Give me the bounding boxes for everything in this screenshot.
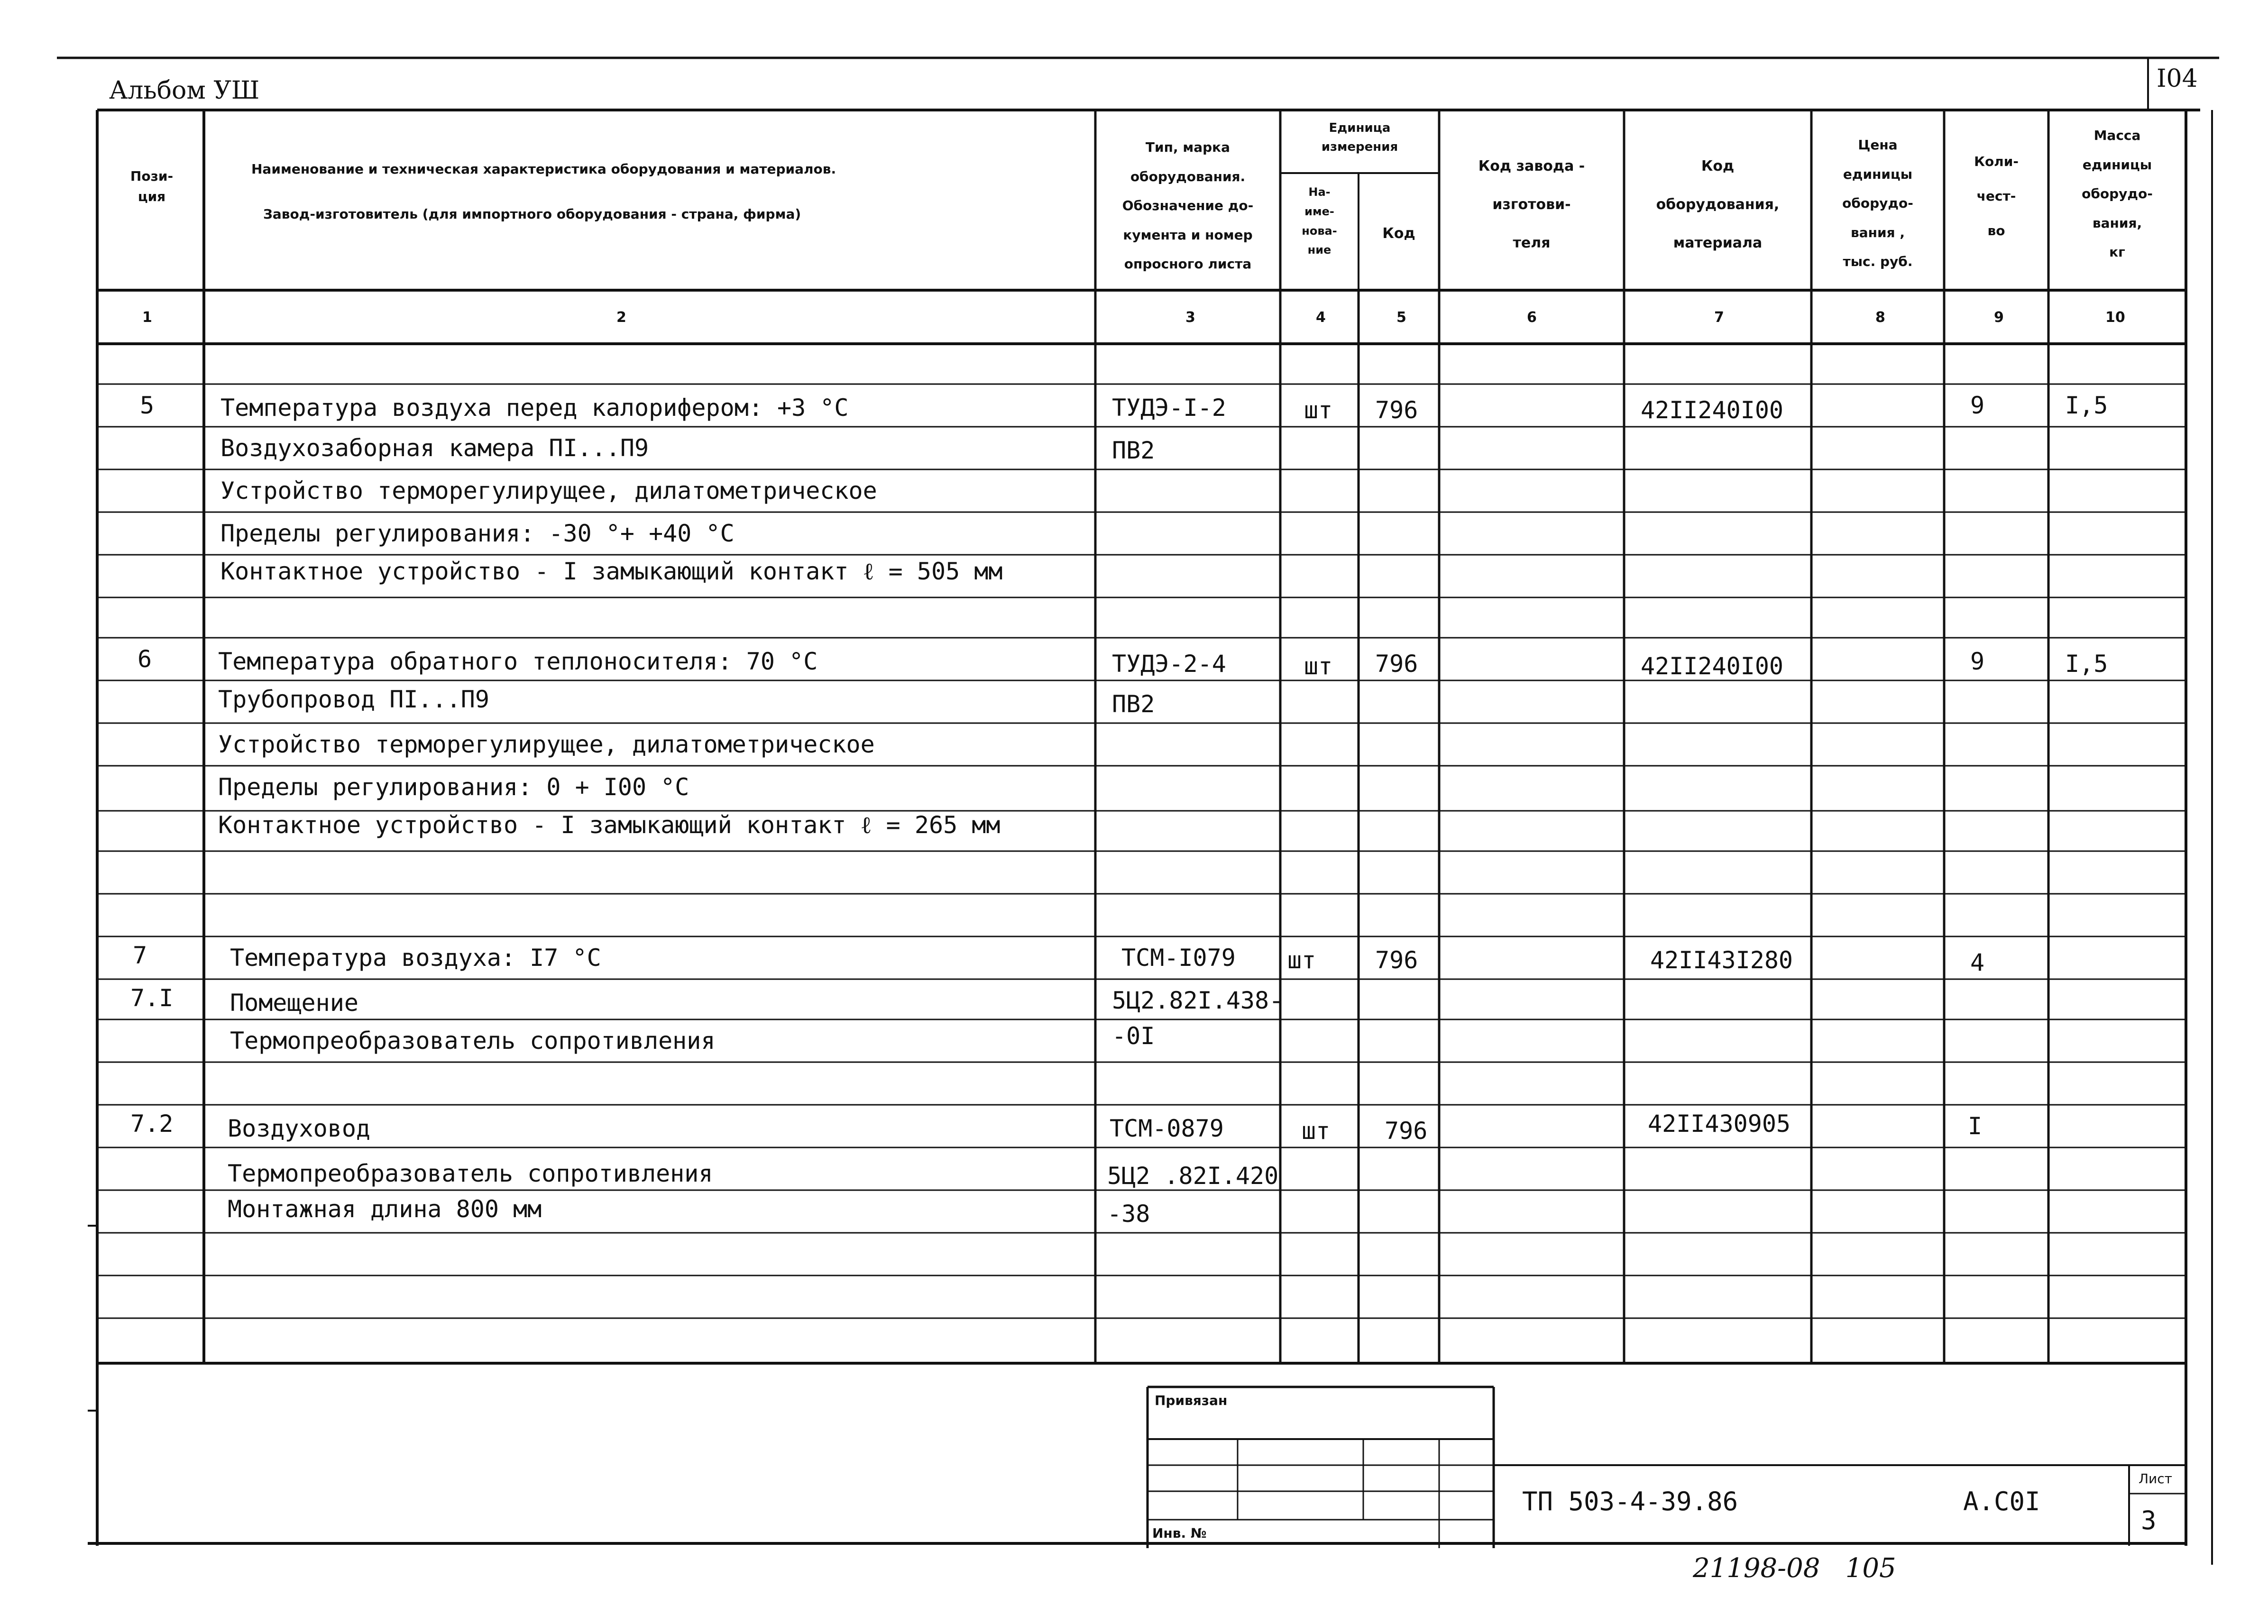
row-quantity: 9 <box>1970 648 1985 675</box>
header-name-line2: Завод-изготовитель (для импортного оборудования - страна, фирма) <box>263 206 801 222</box>
stamp-bound-label: Привязан <box>1155 1393 1228 1408</box>
col-number-8: 8 <box>1875 309 1885 326</box>
row-name: Температура воздуха: I7 °C <box>230 944 601 972</box>
sheet-label: Лист <box>2139 1471 2172 1486</box>
row-equipment-code: 42II43I280 <box>1650 946 1793 974</box>
row-type: ПВ2 <box>1112 690 1155 718</box>
header-quantity: Коли- чест- во <box>1974 154 2019 239</box>
row-name: Пределы регулирования: -30 °+ +40 °C <box>220 520 735 547</box>
row-type: -38 <box>1107 1200 1150 1228</box>
row-unit: шт <box>1287 946 1316 974</box>
row-type: 5Ц2.82I.438- <box>1112 987 1284 1014</box>
row-unit: шт <box>1304 652 1333 680</box>
row-position: 7 <box>133 942 147 969</box>
col-number-9: 9 <box>1994 309 2004 326</box>
header-unit-price: Цена единицы оборудо- вания , тыс. руб. <box>1842 137 1913 270</box>
row-quantity: I <box>1968 1112 1983 1140</box>
sheet-number: 3 <box>2141 1505 2157 1535</box>
row-position: 6 <box>138 645 152 673</box>
header-unit-group: Единица измерения <box>1321 121 1398 155</box>
row-type: ТУДЭ-I-2 <box>1112 394 1226 422</box>
row-type: -0I <box>1112 1022 1155 1050</box>
row-type: 5Ц2 .82I.420 <box>1107 1162 1279 1190</box>
row-name: Пределы регулирования: 0 + I00 °C <box>218 773 689 801</box>
row-name: Устройство терморегулирущее, дилатометрическое <box>220 477 877 505</box>
row-name: Воздуховод <box>228 1115 371 1142</box>
row-unit-code: 796 <box>1375 650 1418 678</box>
row-unit: шт <box>1302 1117 1331 1145</box>
header-position: Пози- ция <box>130 168 174 205</box>
row-name: Термопреобразователь сопротивления <box>230 1027 716 1055</box>
header-equipment-code: Код оборудования, материала <box>1656 158 1780 251</box>
row-equipment-code: 42II240I00 <box>1641 396 1784 424</box>
row-type: ТСМ-I079 <box>1121 944 1236 972</box>
row-name: Контактное устройство - I замыкающий контакт ℓ = 265 мм <box>218 811 1001 839</box>
row-position: 7.2 <box>130 1110 174 1138</box>
row-name: Воздухозаборная камера ПI...П9 <box>220 434 649 462</box>
row-unit-code: 796 <box>1375 946 1418 974</box>
col-number-1: 1 <box>142 309 152 326</box>
row-position: 7.I <box>130 984 174 1012</box>
row-name: Температура обратного теплоносителя: 70 °C <box>218 648 818 675</box>
col-number-2: 2 <box>616 309 626 326</box>
row-name: Температура воздуха перед калорифером: +3 °C <box>220 394 849 422</box>
row-quantity: 4 <box>1970 949 1985 976</box>
row-name: Устройство терморегулирущее, дилатометрическое <box>218 731 875 758</box>
col-number-6: 6 <box>1527 309 1537 326</box>
row-position: 5 <box>140 392 155 419</box>
header-unit-code: Код <box>1382 225 1415 242</box>
header-unit-name: На- име- нова- ние <box>1302 185 1337 257</box>
handwritten-note: 21198-08 105 <box>1693 1553 1896 1584</box>
row-type: ТУДЭ-2-4 <box>1112 650 1226 678</box>
header-unit-mass: Масса единицы оборудо- вания, кг <box>2082 128 2153 260</box>
page-number: I04 <box>2157 64 2198 93</box>
sheet-code: А.С0I <box>1963 1486 2040 1516</box>
row-unit: шт <box>1304 396 1333 424</box>
col-number-4: 4 <box>1316 309 1326 326</box>
row-equipment-code: 42II240I00 <box>1641 652 1784 680</box>
row-name: Контактное устройство - I замыкающий контакт ℓ = 505 мм <box>220 558 1003 585</box>
row-name: Трубопровод ПI...П9 <box>218 686 489 713</box>
header-name-line1: Наименование и техническая характеристика оборудования и материалов. <box>251 161 836 177</box>
header-factory-code: Код завода - изготови- теля <box>1478 158 1585 251</box>
row-type: ПВ2 <box>1112 437 1155 464</box>
row-unit-code: 796 <box>1375 396 1418 424</box>
row-name: Термопреобразователь сопротивления <box>228 1160 713 1187</box>
row-type: ТСМ-0879 <box>1110 1115 1224 1142</box>
row-name: Помещение <box>230 989 358 1017</box>
col-number-3: 3 <box>1185 309 1195 326</box>
row-mass: I,5 <box>2065 650 2108 678</box>
album-label: Альбом УШ <box>109 76 260 105</box>
stamp-inv-label: Инв. № <box>1152 1525 1207 1541</box>
row-quantity: 9 <box>1970 392 1985 419</box>
row-name: Монтажная длина 800 мм <box>228 1195 542 1223</box>
row-unit-code: 796 <box>1385 1117 1428 1145</box>
header-type: Тип, марка оборудования. Обозначение до- кумента и номер опросного листа <box>1122 139 1254 272</box>
col-number-5: 5 <box>1396 309 1406 326</box>
document-code: ТП 503-4-39.86 <box>1522 1486 1738 1516</box>
col-number-7: 7 <box>1714 309 1724 326</box>
col-number-10: 10 <box>2105 309 2125 326</box>
row-mass: I,5 <box>2065 392 2108 419</box>
row-equipment-code: 42II430905 <box>1648 1110 1791 1138</box>
